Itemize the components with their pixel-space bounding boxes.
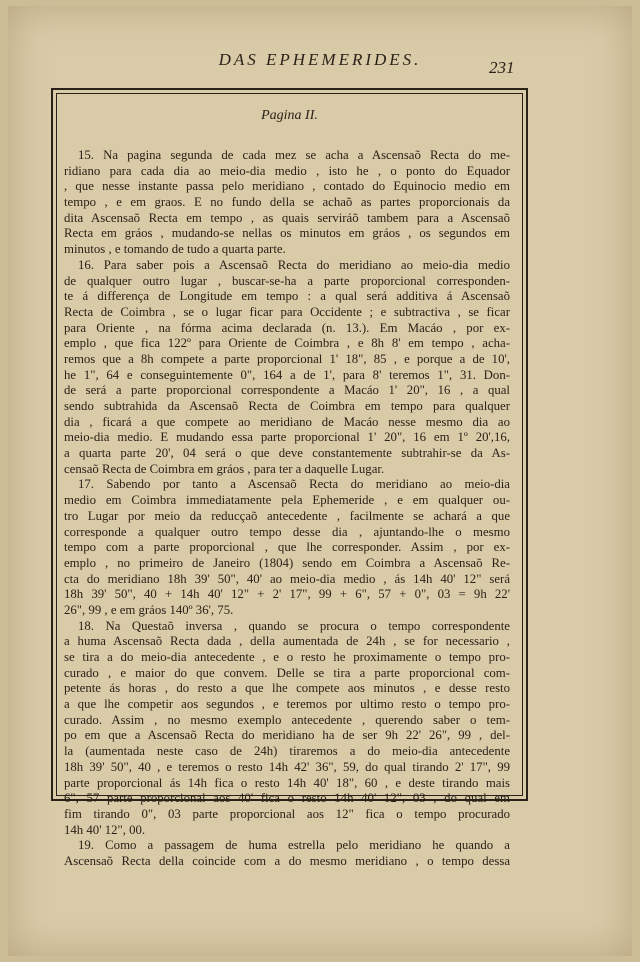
text-line: censaõ Recta de Coimbra em gráos , para ter a daquelle Lugar. [64, 461, 385, 476]
text-line: tempo com a parte proporcional , que lhe corresponder. Assim , por ex- [64, 540, 510, 555]
text-line: 16. Para saber pois a Ascensaõ Recta do meridiano ao meio-dia medio [78, 257, 510, 272]
text-line: medio em Coimbra immediatamente pela Ephemeride , e em qualquer ou- [64, 493, 510, 508]
text-line: para Oriente , na fórma acima declarada (n. 13.). Em Macáo , por ex- [64, 320, 510, 335]
section-title: Pagina II. [261, 108, 318, 123]
text-line: dia , ficará a que compete ao meridiano de Macáo nesse mesmo dia ao [64, 414, 510, 429]
text-line: Recta em gráos , mudando-se nellas os minutos em gráos , os segundos em [64, 226, 510, 241]
body-text [64, 148, 510, 870]
text-line: 26", 99 , e em gráos 140º 36', 75. [64, 602, 234, 617]
text-line: a que lhe competir aos segundos , e teremos por ultimo resto o tempo pro- [64, 697, 510, 712]
running-head: DAS EPHEMERIDES. [218, 50, 422, 69]
text-line: sendo subtrahida da Ascensaõ Recta de Coimbra em tempo para qualquer [64, 399, 510, 413]
text-line: 17. Sabendo por tanto a Ascensaõ Recta do meridiano ao meio-dia [78, 477, 510, 492]
text-line: 6", 57 parte proporcional aos 40' fica o resto 14h 40' 12", 03 , do qual em [64, 791, 510, 806]
text-line: 18h 39' 50", 40 + 14h 40' 12" + 2' 17", 99 + 6", 57 + 0", 03 = 9h 22' [64, 587, 510, 602]
text-line: ridiano para cada dia ao meio-dia medio , isto he , o ponto do Equador [64, 163, 510, 178]
text-line: se tira a do meio-dia antecedente , e o resto he proximamente o tempo pro- [64, 650, 510, 664]
text-frame [51, 88, 528, 868]
text-line: a huma Ascensaõ Recta dada , della aumentada de 24h , se for necessario , [64, 634, 510, 649]
text-line: curado , e maior do que convem. Delle se tira a parte proporcional com- [64, 665, 510, 680]
text-line: Recta de Coimbra , se o lugar ficar para Occidente ; e subtractiva , se ficar [64, 304, 510, 319]
text-line: curado. Assim , no mesmo exemplo antecedente , querendo saber o tem- [64, 712, 510, 727]
text-line: 14h 40' 12", 00. [64, 822, 146, 837]
text-line: remos que a 8h compete a parte proporcional 1' 18", 85 , e porque a de 10', [64, 351, 510, 366]
text-line: emplo , no primeiro de Janeiro (1804) sendo em Coimbra a Ascensaõ Re- [64, 555, 510, 570]
text-line: tempo , e em graos. E no fundo della se achaõ as partes proporcionais da [64, 195, 510, 210]
text-line: 18h 39' 50", 40 , e teremos o resto 14h 42' 36", 59, do qual tirando 2' 17", 99 [64, 759, 510, 774]
text-line: he 1", 64 e conseguintemente 0", 164 a de 1', para 8' teremos 1", 31. Don- [64, 367, 510, 382]
text-line: meio-dia medio. E mudando essa parte proporcional 1' 20", 16 em 1º 20',16, [64, 430, 510, 445]
text-line: de qualquer outro lugar , buscar-se-ha a parte proporcional corresponden- [64, 273, 510, 288]
text-line: 19. Como a passagem de huma estrella pelo meridiano he quando a [78, 838, 510, 853]
text-line: te á differença de Longitude em tempo : a qual será additiva á Ascensaõ [64, 289, 510, 304]
text-line: petente ás horas , do resto a que lhe compete aos minutos , e desse resto [64, 681, 510, 696]
page-number: 231 [489, 58, 515, 77]
text-line: 15. Na pagina segunda de cada mez se acha a Ascensaõ Recta do me- [78, 148, 510, 162]
text-line: parte proporcional ás 14h fica o resto 14h 40' 18", 60 , e deste tirando mais [64, 775, 510, 790]
text-line: tro Lugar por meio da reducçaõ antecedente , facilmente se achará a que [64, 508, 510, 523]
text-line: po em que a Ascensaõ Recta do meridiano ha de ser 9h 22' 26", 99 , del- [64, 728, 510, 743]
text-line: , que nesse instante passa pelo meridiano , contado do Equinocio medio em [64, 179, 510, 194]
text-line: a quarta parte 20', 04 será o que deve constantemente subtrahir-se da As- [64, 446, 510, 461]
text-line: de será a parte proporcional correspondente a Macáo 1' 20", 16 , a qual [64, 383, 510, 398]
text-line: dita Ascensaõ Recta em tempo , as quais serviráõ tambem para a Ascensaõ [64, 210, 510, 225]
text-line: corresponde a qualquer outro tempo desse dia , ajuntando-lhe o mesmo [64, 524, 510, 539]
text-line: cta do meridiano 18h 39' 50", 40' ao meio-dia medio , ás 14h 40' 12" será [64, 571, 510, 586]
text-line: minutos , e tomando de tudo a quarta parte. [64, 242, 286, 257]
text-line: 18. Na Questaõ inversa , quando se procura o tempo correspondente [78, 618, 510, 633]
text-line: la (aumentada neste caso de 24h) tiraremos a do meio-dia antecedente [64, 744, 510, 759]
text-line: Ascensaõ Recta della coincide com a do mesmo meridiano , o tempo dessa [64, 853, 510, 868]
text-line: fim tirando 0", 03 parte proporcional aos 12" fica o tempo procurado [64, 806, 510, 821]
text-line: emplo , que fica 122º para Oriente de Coimbra , e 8h 8' em tempo , acha- [64, 336, 510, 351]
